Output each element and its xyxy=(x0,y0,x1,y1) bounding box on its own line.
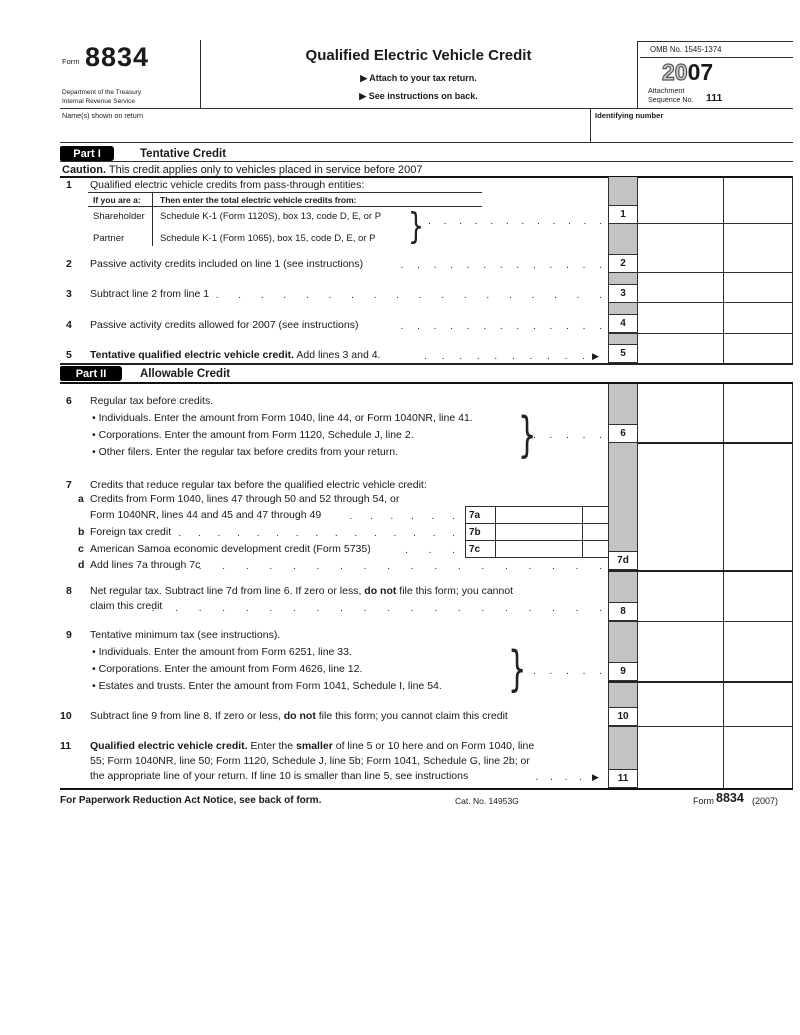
line1-amount-cell[interactable] xyxy=(638,177,723,222)
line7c-amount-cell[interactable] xyxy=(496,540,581,557)
line1-text: Qualified electric vehicle credits from pass-through entities: xyxy=(90,179,365,191)
line7b-cents-cell[interactable] xyxy=(583,523,607,540)
line1-table-top-line xyxy=(88,192,482,193)
part1-grid-right-edge xyxy=(792,177,793,363)
line3-amount-cell[interactable] xyxy=(638,272,723,302)
line6-bullet3-text: Other filers. Enter the regular tax before credits from your return. xyxy=(98,446,398,458)
header-bottom-line xyxy=(60,108,793,109)
part1-tab: Part I xyxy=(60,146,114,161)
line9-dot-leader: . . . . . xyxy=(532,666,602,677)
caution-text: This credit applies only to vehicles placed in service before 2007 xyxy=(106,164,423,176)
arrow-right-icon: ▶ xyxy=(592,772,599,782)
form-number: 8834 xyxy=(85,42,150,72)
part2-tab: Part II xyxy=(60,366,122,381)
line5-box: 5 xyxy=(608,344,638,363)
line1-row1-who: Shareholder xyxy=(93,211,145,222)
line8-text-row1 xyxy=(90,586,513,597)
line10-cents-cell[interactable] xyxy=(724,681,792,726)
line11-seg1: Enter the xyxy=(247,740,297,752)
line1-row2-who: Partner xyxy=(93,233,125,244)
line7c-box: 7c xyxy=(469,544,481,555)
bullet-icon: • xyxy=(92,680,96,692)
line9-bullet2 xyxy=(92,664,362,675)
line6-number: 6 xyxy=(66,395,72,407)
line6-box: 6 xyxy=(608,424,638,443)
line9-text: Tentative minimum tax (see instructions). xyxy=(90,629,281,641)
bullet-icon: • xyxy=(92,429,96,441)
line7d-text: Add lines 7a through 7c xyxy=(90,559,201,571)
line11-text-row1 xyxy=(90,741,534,752)
line10-amount-cell[interactable] xyxy=(638,681,723,726)
line5-dot-leader: . . . . . . . . . . xyxy=(424,351,585,362)
line11-bold2: smaller xyxy=(296,740,333,752)
line8-seg1: Net regular tax. Subtract line 7d from line 6. If zero or less, xyxy=(90,585,365,597)
name-id-divider xyxy=(590,108,591,142)
caution-bold: Caution. xyxy=(62,164,106,176)
line9-bullet1-text: Individuals. Enter the amount from Form 6251, line 33. xyxy=(98,646,352,658)
line3-dot-leader: . . . . . . . . . . . . . . . . . . xyxy=(215,290,602,301)
line7a-amount-cell[interactable] xyxy=(496,506,581,523)
part1-title: Tentative Credit xyxy=(140,148,227,160)
line8-seg2: file this form; you cannot xyxy=(396,585,514,597)
line3-cents-cell[interactable] xyxy=(724,272,792,302)
line9-bullet1 xyxy=(92,647,352,658)
line4-dot-leader: . . . . . . . . . . . . . xyxy=(400,321,602,332)
line7c-cents-cell[interactable] xyxy=(583,540,607,557)
line9-amount-cell[interactable] xyxy=(638,621,723,681)
brace-icon: } xyxy=(408,206,425,247)
line3-number: 3 xyxy=(66,288,72,300)
line7a-dot-leader: . . . . . . xyxy=(349,511,455,522)
line7b-letter: b xyxy=(78,526,85,538)
line8-text-row2: claim this credit xyxy=(90,600,163,612)
line10-box: 10 xyxy=(608,707,638,726)
line2-cents-cell[interactable] xyxy=(724,223,792,272)
arrow-right-icon: ▶ xyxy=(360,73,368,83)
line8-amount-cell[interactable] xyxy=(638,570,723,621)
line7a-text2: Form 1040NR, lines 44 and 45 and 47 through 49 xyxy=(90,509,322,521)
line4-number: 4 xyxy=(66,319,72,331)
bullet-icon: • xyxy=(92,663,96,675)
paperwork-notice: For Paperwork Reduction Act Notice, see back of form. xyxy=(60,795,322,806)
line7a-text1: Credits from Form 1040, lines 47 through 50 and 52 through 54, or xyxy=(90,493,400,505)
line1-cents-cell[interactable] xyxy=(724,177,792,222)
line8-box: 8 xyxy=(608,602,638,621)
form-title: Qualified Electric Vehicle Credit xyxy=(305,47,532,64)
line9-bullet3 xyxy=(92,681,442,692)
line9-box: 9 xyxy=(608,662,638,681)
name-row-bottom-line xyxy=(60,142,793,143)
line2-box: 2 xyxy=(608,254,638,273)
line5-cents-cell[interactable] xyxy=(724,333,792,363)
sequence-number: 111 xyxy=(706,92,723,104)
line11-cents-cell[interactable] xyxy=(724,726,792,788)
bullet-icon: • xyxy=(92,646,96,658)
see-note-text: See instructions on back. xyxy=(368,91,478,101)
catalog-number: Cat. No. 14953G xyxy=(455,796,519,806)
line7b-text: Foreign tax credit xyxy=(90,526,172,538)
line7b-dot-leader: . . . . . . . . . . . . . . . xyxy=(178,528,455,539)
line7d-dot-leader: . . . . . . . . . . . . . . . . . . xyxy=(198,561,602,572)
part2-grid-vline1 xyxy=(608,384,609,788)
line4-box: 4 xyxy=(608,314,638,333)
arrow-right-icon: ▶ xyxy=(359,91,367,101)
line6-bullet1-text: Individuals. Enter the amount from Form 1040, line 44, or Form 1040NR, line 41. xyxy=(98,412,473,424)
line11-dot-leader: . . . . xyxy=(535,772,582,783)
line1-row1-from: Schedule K-1 (Form 1120S), box 13, code D, E, or P xyxy=(160,211,382,222)
identifying-number-label: Identifying number xyxy=(595,111,664,120)
line9-bullet2-text: Corporations. Enter the amount from Form 4626, line 12. xyxy=(98,663,363,675)
line10-text xyxy=(90,711,508,722)
line7c-bottom-line xyxy=(465,557,608,558)
name-input-area[interactable] xyxy=(60,120,588,141)
part2-title: Allowable Credit xyxy=(140,368,231,380)
line2-text: Passive activity credits included on line 1 (see instructions) xyxy=(90,258,364,270)
line11-text-row3: the appropriate line of your return. If line 10 is smaller than line 5, see instructions xyxy=(90,770,469,782)
line5-bold: Tentative qualified electric vehicle credit. xyxy=(90,349,295,361)
line7d-cents-cell[interactable] xyxy=(724,442,792,570)
line6-dot-leader: . . . . . xyxy=(532,430,602,441)
line6-amount-cell[interactable] xyxy=(638,384,723,442)
line8-number: 8 xyxy=(66,585,72,597)
line9-bullet3-text: Estates and trusts. Enter the amount from Form 1041, Schedule I, line 54. xyxy=(98,680,442,692)
see-note xyxy=(200,91,637,102)
line5-amount-cell[interactable] xyxy=(638,333,723,363)
line4-cents-cell[interactable] xyxy=(724,302,792,333)
line5-text xyxy=(90,350,380,361)
line6-bullet3 xyxy=(92,447,398,458)
omb-box-left-line xyxy=(637,41,638,108)
attachment-label: Attachment xyxy=(648,86,685,95)
line6-text: Regular tax before credits. xyxy=(90,395,214,407)
line3-box: 3 xyxy=(608,284,638,303)
line7d-amount-cell[interactable] xyxy=(638,442,723,570)
footer-year: (2007) xyxy=(752,796,779,806)
omb-number: OMB No. 1545-1374 xyxy=(650,45,722,54)
line10-seg2: file this form; you cannot claim this credit xyxy=(315,710,508,722)
attach-note xyxy=(200,73,637,84)
line11-box: 11 xyxy=(608,769,638,788)
line1-col2-header: Then enter the total electric vehicle credits from: xyxy=(160,195,357,205)
line11-number: 11 xyxy=(60,740,72,752)
year-outline: 20 xyxy=(662,59,688,85)
attach-note-text: Attach to your tax return. xyxy=(369,73,477,83)
line7a-cents-cell[interactable] xyxy=(583,506,607,523)
bullet-icon: • xyxy=(92,412,96,424)
line7b-amount-cell[interactable] xyxy=(496,523,581,540)
line1-col1-header: If you are a: xyxy=(93,195,141,205)
line1-number: 1 xyxy=(66,179,72,191)
line9-number: 9 xyxy=(66,629,72,641)
brace-icon: } xyxy=(518,407,537,463)
line5-number: 5 xyxy=(66,349,72,361)
line6-cents-cell[interactable] xyxy=(724,384,792,442)
caution-line xyxy=(62,165,423,176)
line8-cents-cell[interactable] xyxy=(724,570,792,621)
line10-bold: do not xyxy=(283,710,316,722)
line1-box: 1 xyxy=(608,205,638,224)
line6-bullet1 xyxy=(92,413,473,424)
line10-seg1: Subtract line 9 from line 8. If zero or less, xyxy=(90,710,284,722)
identifying-number-input-area[interactable] xyxy=(592,120,792,141)
line7-table-left-line xyxy=(465,506,466,557)
line7b-box: 7b xyxy=(469,527,481,538)
line2-amount-cell[interactable] xyxy=(638,223,723,272)
line4-text: Passive activity credits allowed for 2007 (see instructions) xyxy=(90,319,359,331)
line2-number: 2 xyxy=(66,258,72,270)
year-bold: 07 xyxy=(687,59,714,85)
line9-cents-cell[interactable] xyxy=(724,621,792,681)
line6-bullet2-text: Corporations. Enter the amount from Form 1120, Schedule J, line 2. xyxy=(98,429,414,441)
footer-form-number: 8834 xyxy=(716,791,744,805)
line1-table-divider xyxy=(152,192,153,246)
line4-amount-cell[interactable] xyxy=(638,302,723,333)
line11-text-row2: 55; Form 1040NR, line 50; Form 1120, Schedule J, line 5b; Form 1041, Schedule G, line 2b; or xyxy=(90,755,530,767)
line7-number: 7 xyxy=(66,479,72,491)
part1-bar-underline xyxy=(60,161,793,162)
part2-shaded-column xyxy=(608,384,637,788)
line7c-letter: c xyxy=(78,543,84,555)
footer-top-line xyxy=(60,788,793,790)
line5-rest: Add lines 3 and 4. xyxy=(294,349,381,361)
line3-text: Subtract line 2 from line 1 xyxy=(90,288,210,300)
name-label: Name(s) shown on return xyxy=(62,111,144,120)
part1-bottom-line xyxy=(60,363,793,365)
line7d-box: 7d xyxy=(608,551,638,570)
dept-line2: Internal Revenue Service xyxy=(62,98,135,105)
line7d-letter: d xyxy=(78,559,85,571)
line6-bullet2 xyxy=(92,430,414,441)
arrow-right-icon: ▶ xyxy=(592,351,599,361)
dept-line1: Department of the Treasury xyxy=(62,89,142,96)
line7c-text: American Samoa economic development credit (Form 5735) xyxy=(90,543,371,555)
line1-row2-from: Schedule K-1 (Form 1065), box 15, code D, E, or P xyxy=(160,233,376,244)
line1-dot-leader: . . . . . . . . . . . . xyxy=(428,216,602,227)
footer-form-word: Form xyxy=(693,796,714,806)
brace-icon: } xyxy=(508,641,527,697)
line11-amount-cell[interactable] xyxy=(638,726,723,788)
omb-box-top-line xyxy=(637,41,793,42)
line10-number: 10 xyxy=(60,710,72,722)
line11-bold1: Qualified electric vehicle credit. xyxy=(90,740,248,752)
tax-year xyxy=(662,61,713,84)
omb-underline xyxy=(640,57,793,58)
form-word: Form xyxy=(62,57,80,66)
line7a-letter: a xyxy=(78,493,84,505)
line7c-dot-leader: . . . xyxy=(405,545,455,556)
line8-dot-leader: . . . . . . . . . . . . . . . . . . . . xyxy=(151,603,602,614)
sequence-label: Sequence No. xyxy=(648,95,694,104)
part2-grid-right-edge xyxy=(792,384,793,788)
line7a-box: 7a xyxy=(469,510,481,521)
line2-dot-leader: . . . . . . . . . . . . . xyxy=(400,260,602,271)
line8-bold: do not xyxy=(364,585,397,597)
bullet-icon: • xyxy=(92,446,96,458)
line11-seg2: of line 5 or 10 here and on Form 1040, line xyxy=(332,740,535,752)
line7-text: Credits that reduce regular tax before the qualified electric vehicle credit: xyxy=(90,479,427,491)
